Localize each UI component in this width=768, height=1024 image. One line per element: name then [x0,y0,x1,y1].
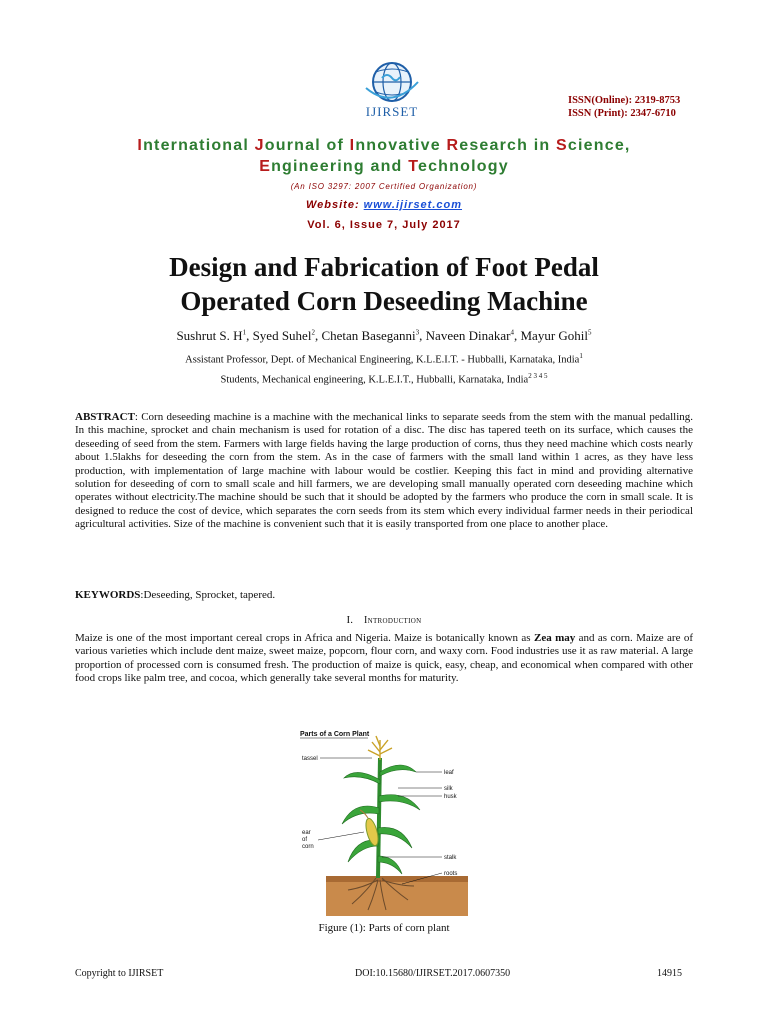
volume-issue: Vol. 6, Issue 7, July 2017 [307,219,461,231]
keywords-text: :Deseeding, Sprocket, tapered. [140,589,276,601]
corn-plant-figure [298,728,470,918]
affiliation-2-sup: 2 3 4 5 [528,372,548,380]
author-affiliation-sup: 1 [242,328,247,337]
section-heading [0,614,768,626]
journal-name-capital: E [259,158,272,175]
label-ear-line1: ear [302,830,311,836]
issn-print: ISSN (Print): 2347-6710 [568,108,676,119]
affiliation-2-text: Students, Mechanical engineering, K.L.E.I.T., Hubballi, Karnataka, India [220,374,529,386]
affiliation-1-sup: 1 [579,352,583,360]
paper-title [60,250,708,318]
intro-text-end: and as corn. Maize are of various varieties which include dent maize, sweet maize, popcorn, flour corn, and waxy corn. Food industries use it as raw material. A large proportion of processed corn is consumed fresh. The production of maize is quick, easy, cheap, and economical when compared with other food crops like palm tree, and cocoa, which generally take several months for maturity. [75,632,694,685]
journal-name-capital: I [137,137,144,154]
iso-certification: (An ISO 3297: 2007 Certified Organization) [290,182,478,191]
author-affiliation-sup: 5 [588,328,592,337]
journal-name-word: nternational [143,137,255,154]
soil-shape [326,880,468,916]
affiliation-1 [0,352,768,366]
label-leaf: leaf [444,770,454,776]
intro-text-start: Maize is one of the most important cereal crops in Africa and Nigeria. Maize is botanically known as [75,632,534,644]
label-ear-line3: corn [302,844,314,850]
website-link[interactable]: www.ijirset.com [363,199,463,211]
label-silk: silk [444,786,453,792]
figure-title: Parts of a Corn Plant [300,731,370,738]
journal-name [60,135,708,177]
section-number: I. [346,614,353,626]
author-name: Chetan Baseganni [321,328,416,343]
paper-title-line1: Design and Fabrication of Foot Pedal [169,252,599,282]
journal-name-capital: S [556,137,568,154]
figure-caption: Figure (1): Parts of corn plant [318,922,450,934]
journal-name-capital: I [349,137,356,154]
author-name: Naveen Dinakar [425,328,511,343]
label-roots: roots [444,871,458,877]
abstract [75,411,693,532]
introduction-paragraph [75,632,693,686]
issn-online: ISSN(Online): 2319-8753 [568,95,681,106]
author-name: Mayur Gohil [520,328,589,343]
author-affiliation-sup: 4 [510,328,514,337]
journal-name-line2 [60,156,708,177]
corn-plant-illustration [298,728,470,918]
label-tassel: tassel [302,756,318,762]
journal-name-word: echnology [417,158,509,175]
journal-name-word: esearch in [459,137,557,154]
affiliation-1-text: Assistant Professor, Dept. of Mechanical Engineering, K.L.E.I.T. - Hubballi, Karnataka, India [185,354,580,366]
author-name: Syed Suhel [252,328,312,343]
author-affiliation-sup: 2 [311,328,315,337]
abstract-text: : Corn deseeding machine is a machine with the mechanical links to separate seeds from the stem with the manual pedalling. In this machine, sprocket and chain mechanism is used for rotation of a disc. The disc has tapered teeth on its surface, which causes the deseeding of seed from the stem. Farmers with large fields having the large production of corns, thus they need machine which costs nearly about 1.5lakhs for deseeding the corn from the stem. As in the case of farmers with the small land within 1 acres, as they have less production, with implementation of large machine with labour would be costlier. Keeping this fact in mind and providing alternative solution for deseeding of corn to small scale and hill farmers, we are developing small manually operated corn deseeding machine which operates without electricity.The machine should be such that it should be adopted by the farmers who produce the corn in small scale. It is designed to reduce the cost of device, which separates the corn seeds from its stem which every individual farmer needs in their periodical agricultural activities. Size of the machine is convenient such that it is easily transported from one place to another place. [75,411,693,531]
label-husk: husk [444,794,457,800]
keywords [75,589,693,602]
footer-doi: DOI:10.15680/IJIRSET.2017.0607350 [355,968,511,979]
tassel-shape [368,736,392,760]
author-name: Sushrut S. H [176,328,243,343]
issn-block [568,94,680,120]
journal-name-word: cience, [567,137,631,154]
journal-name-capital: R [446,137,460,154]
website-line [0,199,768,211]
journal-name-word: ournal of [264,137,350,154]
journal-name-word: nnovative [355,137,447,154]
journal-name-word: ngineering and [271,158,409,175]
journal-name-capital: T [408,158,418,175]
logo-text: IJIRSET [365,104,419,119]
label-stalk: stalk [444,855,457,861]
author-affiliation-sup: 3 [415,328,420,337]
footer-copyright: Copyright to IJIRSET [75,968,164,979]
keywords-label: KEYWORDS [75,589,141,601]
abstract-label: ABSTRACT [75,411,135,423]
journal-logo [352,58,432,124]
paper-title-line2: Operated Corn Deseeding Machine [180,286,588,316]
section-title: Introduction [363,615,422,626]
author-list: Sushrut S. $H^1$, Syed Suhel$^2$, Chetan Baseganni$^3$, Naveen Dinakar$^4$, Mayur Gohil$^5$ [176,328,592,343]
footer-page-number: 14915 [657,968,682,979]
intro-botanical-name: Zea may [533,632,576,644]
label-ear-line2: of [302,837,308,843]
affiliation-2 [0,372,768,386]
journal-name-capital: J [254,137,265,154]
website-label: Website: [305,199,364,211]
journal-name-line1 [60,135,708,156]
